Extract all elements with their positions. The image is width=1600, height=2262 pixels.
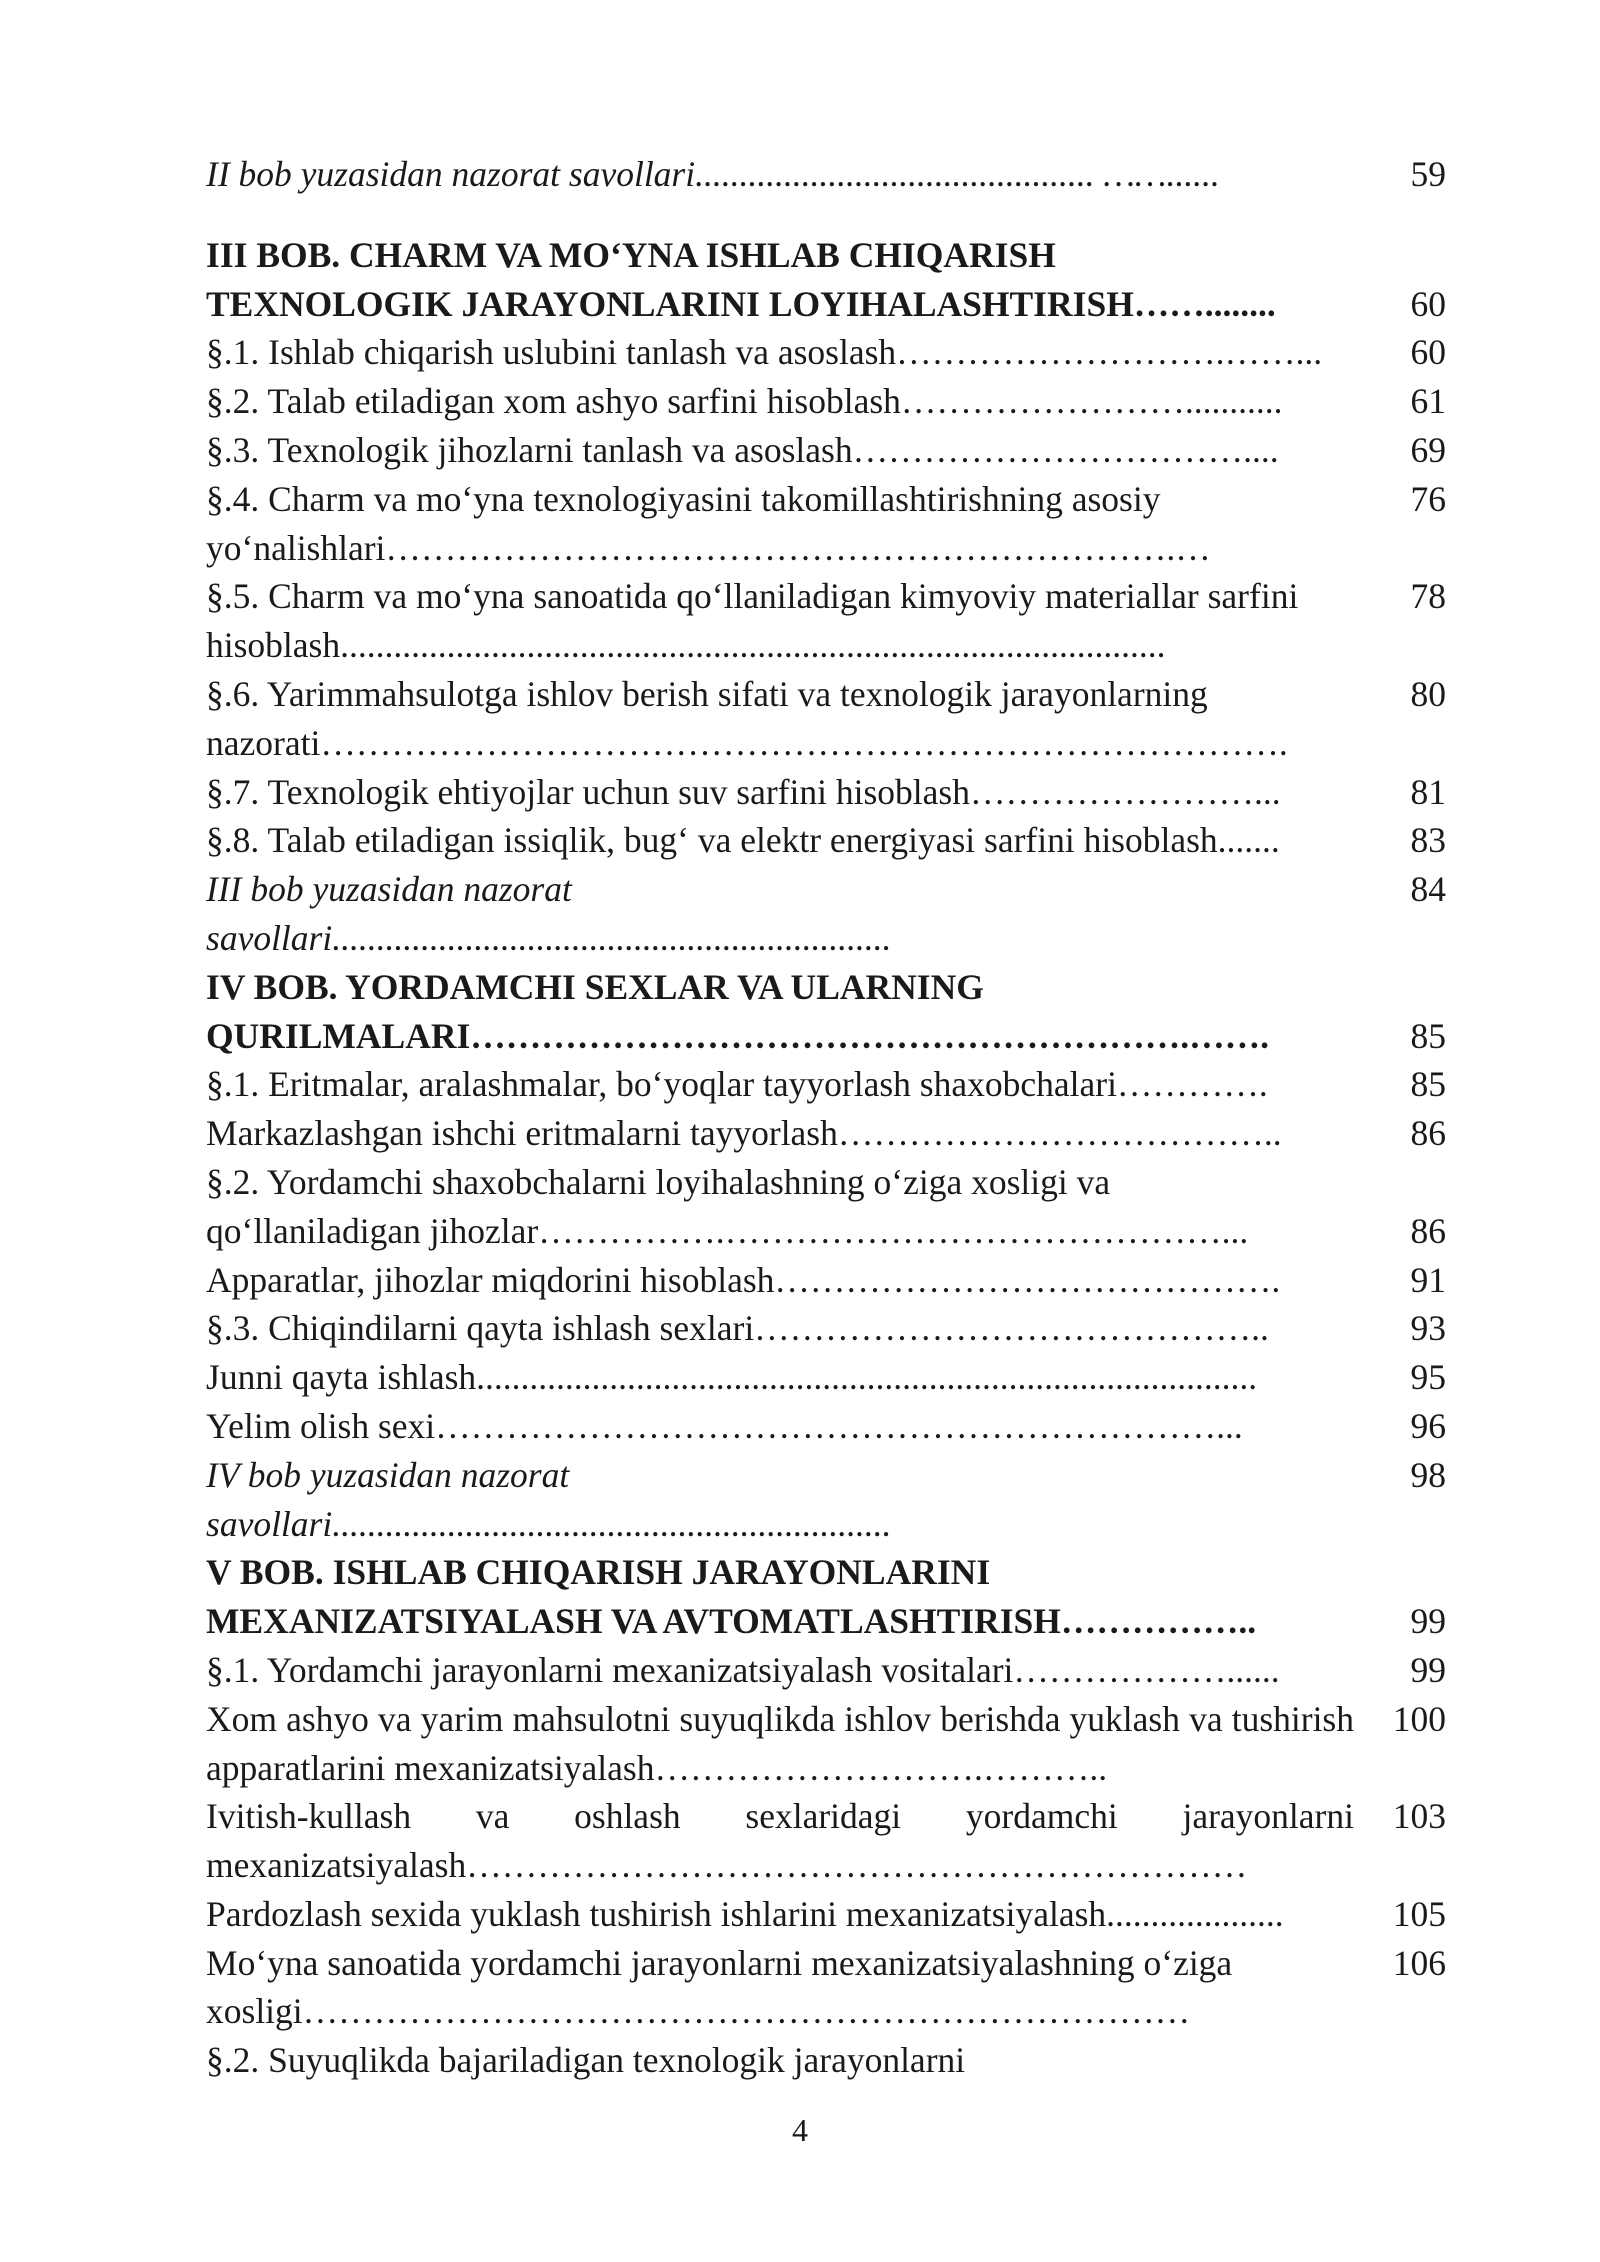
toc-entry-title: §.1. Yordamchi jarayonlarni mexanizatsiyalash vositalari………………...... bbox=[206, 1649, 1280, 1690]
toc-entry bbox=[206, 768, 1446, 817]
toc-entry-title: §.3. Texnologik jihozlarni tanlash va asoslash…………………………….... bbox=[206, 429, 1279, 470]
toc-entry-title: IV bob yuzasidan nazorat bbox=[206, 1454, 570, 1495]
toc-entry-page: 80 bbox=[1410, 673, 1446, 714]
toc-entry-title: §.4. Charm va mo‘yna texnologiyasini takomillashtirishning asosiy yo‘nalishlari………………………………………………………….… bbox=[206, 478, 1211, 568]
toc-entry-page: 95 bbox=[1410, 1357, 1446, 1398]
toc-entry-title: Mo‘yna sanoatida yordamchi jarayonlarni mexanizatsiyalashning o‘ziga xosligi………………………………………………………………… bbox=[206, 1942, 1242, 2032]
toc-entry-title: V BOB. ISHLAB CHIQARISH JARAYONLARINI bbox=[206, 1552, 991, 1593]
toc-entry-title: qo‘llaniladigan jihozlar…………….……………………………………... bbox=[206, 1210, 1249, 1251]
toc-entry-page: 99 bbox=[1410, 1601, 1446, 1642]
toc-entry bbox=[206, 1158, 1446, 1207]
toc-entry-page: 100 bbox=[1392, 1698, 1446, 1739]
toc-entry-title: savollari............................................................... bbox=[206, 917, 892, 958]
toc-entry bbox=[206, 1646, 1446, 1695]
toc-entry-title: Pardozlash sexida yuklash tushirish ishlarini mexanizatsiyalash.................... bbox=[206, 1893, 1284, 1934]
toc-entry-title: QURILMALARI…………………………………………………….……. bbox=[206, 1015, 1270, 1056]
toc-entry-page: 86 bbox=[1410, 1113, 1446, 1154]
toc-entry bbox=[206, 150, 1446, 199]
toc-entry bbox=[206, 1500, 1446, 1549]
toc-entry-page: 85 bbox=[1410, 1064, 1446, 1105]
toc-entry-page: 91 bbox=[1410, 1259, 1446, 1300]
toc-entry-page: 85 bbox=[1410, 1015, 1446, 1056]
table-of-contents bbox=[206, 150, 1446, 2085]
toc-entry-page: 76 bbox=[1410, 478, 1446, 519]
toc-entry bbox=[206, 572, 1446, 670]
toc-entry bbox=[206, 1695, 1446, 1793]
toc-entry bbox=[206, 426, 1446, 475]
toc-entry-title: Junni qayta ishlash........................................................................................ bbox=[206, 1357, 1258, 1398]
toc-entry-title: TEXNOLOGIK JARAYONLARINI LOYIHALASHTIRISH……........ bbox=[206, 283, 1276, 324]
toc-entry-title: §.5. Charm va mo‘yna sanoatida qo‘llaniladigan kimyoviy materiallar sarfini hisoblash............................................................................................. bbox=[206, 576, 1308, 666]
toc-entry-title: §.1. Ishlab chiqarish uslubini tanlash va asoslash……………………….……... bbox=[206, 332, 1323, 373]
toc-entry-title: §.2. Yordamchi shaxobchalarni loyihalashning o‘ziga xosligi va bbox=[206, 1161, 1111, 1202]
toc-entry bbox=[206, 328, 1446, 377]
toc-entry-page: 98 bbox=[1410, 1454, 1446, 1495]
toc-entry-title: §.6. Yarimmahsulotga ishlov berish sifati va texnologik jarayonlarning nazorati………………………………………………………………………. bbox=[206, 673, 1288, 763]
toc-entry bbox=[206, 1060, 1446, 1109]
toc-entry-title: §.8. Talab etiladigan issiqlik, bug‘ va elektr energiyasi sarfini hisoblash....... bbox=[206, 820, 1280, 861]
toc-entry-title: §.1. Eritmalar, aralashmalar, bo‘yoqlar tayyorlash shaxobchalari…………. bbox=[206, 1064, 1268, 1105]
toc-entry-title: Ivitish-kullash va oshlash sexlaridagi yordamchi jarayonlarni mexanizatsiyalash………………………………………………………… bbox=[206, 1796, 1363, 1886]
toc-entry bbox=[206, 963, 1446, 1012]
toc-entry-page: 61 bbox=[1410, 381, 1446, 422]
toc-entry bbox=[206, 1304, 1446, 1353]
toc-entry-title: MEXANIZATSIYALASH VA AVTOMATLASHTIRISH…………….. bbox=[206, 1601, 1257, 1642]
toc-entry-title: IV BOB. YORDAMCHI SEXLAR VA ULARNING bbox=[206, 966, 984, 1007]
toc-entry-page: 103 bbox=[1392, 1796, 1446, 1837]
toc-entry-page: 93 bbox=[1410, 1308, 1446, 1349]
toc-entry-page: 84 bbox=[1410, 869, 1446, 910]
toc-entry-page: 78 bbox=[1410, 576, 1446, 617]
section-gap bbox=[206, 199, 1446, 231]
toc-entry bbox=[206, 377, 1446, 426]
toc-entry bbox=[206, 2036, 1446, 2085]
toc-entry-title: Xom ashyo va yarim mahsulotni suyuqlikda ishlov berishda yuklash va tushirish apparatlarini mexanizatsiyalash……………………….……….. bbox=[206, 1698, 1363, 1788]
toc-entry-page: 106 bbox=[1392, 1942, 1446, 1983]
toc-entry-page: 83 bbox=[1410, 820, 1446, 861]
toc-entry bbox=[206, 1792, 1446, 1890]
toc-entry-title: savollari............................................................... bbox=[206, 1503, 892, 1544]
toc-entry-title: §.7. Texnologik ehtiyojlar uchun suv sarfini hisoblash……………………... bbox=[206, 771, 1281, 812]
toc-entry-page: 59 bbox=[1410, 154, 1446, 194]
toc-entry-title: III bob yuzasidan nazorat bbox=[206, 869, 572, 910]
toc-entry bbox=[206, 231, 1446, 280]
toc-entry-page: 81 bbox=[1410, 771, 1446, 812]
toc-entry bbox=[206, 1402, 1446, 1451]
toc-entry bbox=[206, 1548, 1446, 1597]
toc-entry-page: 86 bbox=[1410, 1210, 1446, 1251]
toc-entry bbox=[206, 280, 1446, 329]
toc-entry bbox=[206, 865, 1446, 914]
toc-entry bbox=[206, 1012, 1446, 1061]
toc-entry bbox=[206, 1451, 1446, 1500]
toc-entry-page: 96 bbox=[1410, 1405, 1446, 1446]
toc-entry-page: 60 bbox=[1410, 283, 1446, 324]
toc-entry-title: Apparatlar, jihozlar miqdorini hisoblash……………………………………. bbox=[206, 1259, 1281, 1300]
toc-entry bbox=[206, 1256, 1446, 1305]
toc-entry bbox=[206, 1597, 1446, 1646]
toc-entry-title: §.2. Talab etiladigan xom ashyo sarfini hisoblash……………………........... bbox=[206, 381, 1283, 422]
page-number: 4 bbox=[792, 2112, 808, 2148]
toc-entry-title: §.3. Chiqindilarni qayta ishlash sexlari…………………………………….. bbox=[206, 1308, 1269, 1349]
toc-entry bbox=[206, 1109, 1446, 1158]
toc-entry bbox=[206, 1939, 1446, 2037]
toc-entry-page: 105 bbox=[1392, 1893, 1446, 1934]
toc-entry bbox=[206, 475, 1446, 573]
toc-entry bbox=[206, 816, 1446, 865]
toc-entry-page: 60 bbox=[1410, 332, 1446, 373]
toc-entry-title: §.2. Suyuqlikda bajariladigan texnologik jarayonlarni bbox=[206, 2040, 966, 2081]
toc-entry bbox=[206, 1207, 1446, 1256]
toc-entry-title: Yelim olish sexi…………………………………………………………... bbox=[206, 1405, 1243, 1446]
toc-entry bbox=[206, 1353, 1446, 1402]
toc-entry-title: Markazlashgan ishchi eritmalarni tayyorlash……………………………….. bbox=[206, 1113, 1282, 1154]
toc-entry-title: III BOB. CHARM VA MO‘YNA ISHLAB CHIQARISH bbox=[206, 234, 1056, 275]
toc-entry bbox=[206, 670, 1446, 768]
toc-entry bbox=[206, 1890, 1446, 1939]
toc-entry-page: 99 bbox=[1410, 1649, 1446, 1690]
toc-entry-page: 69 bbox=[1410, 429, 1446, 470]
toc-entry-title: II bob yuzasidan nazorat savollari............................................. ……...... bbox=[206, 154, 1220, 194]
toc-entry bbox=[206, 914, 1446, 963]
